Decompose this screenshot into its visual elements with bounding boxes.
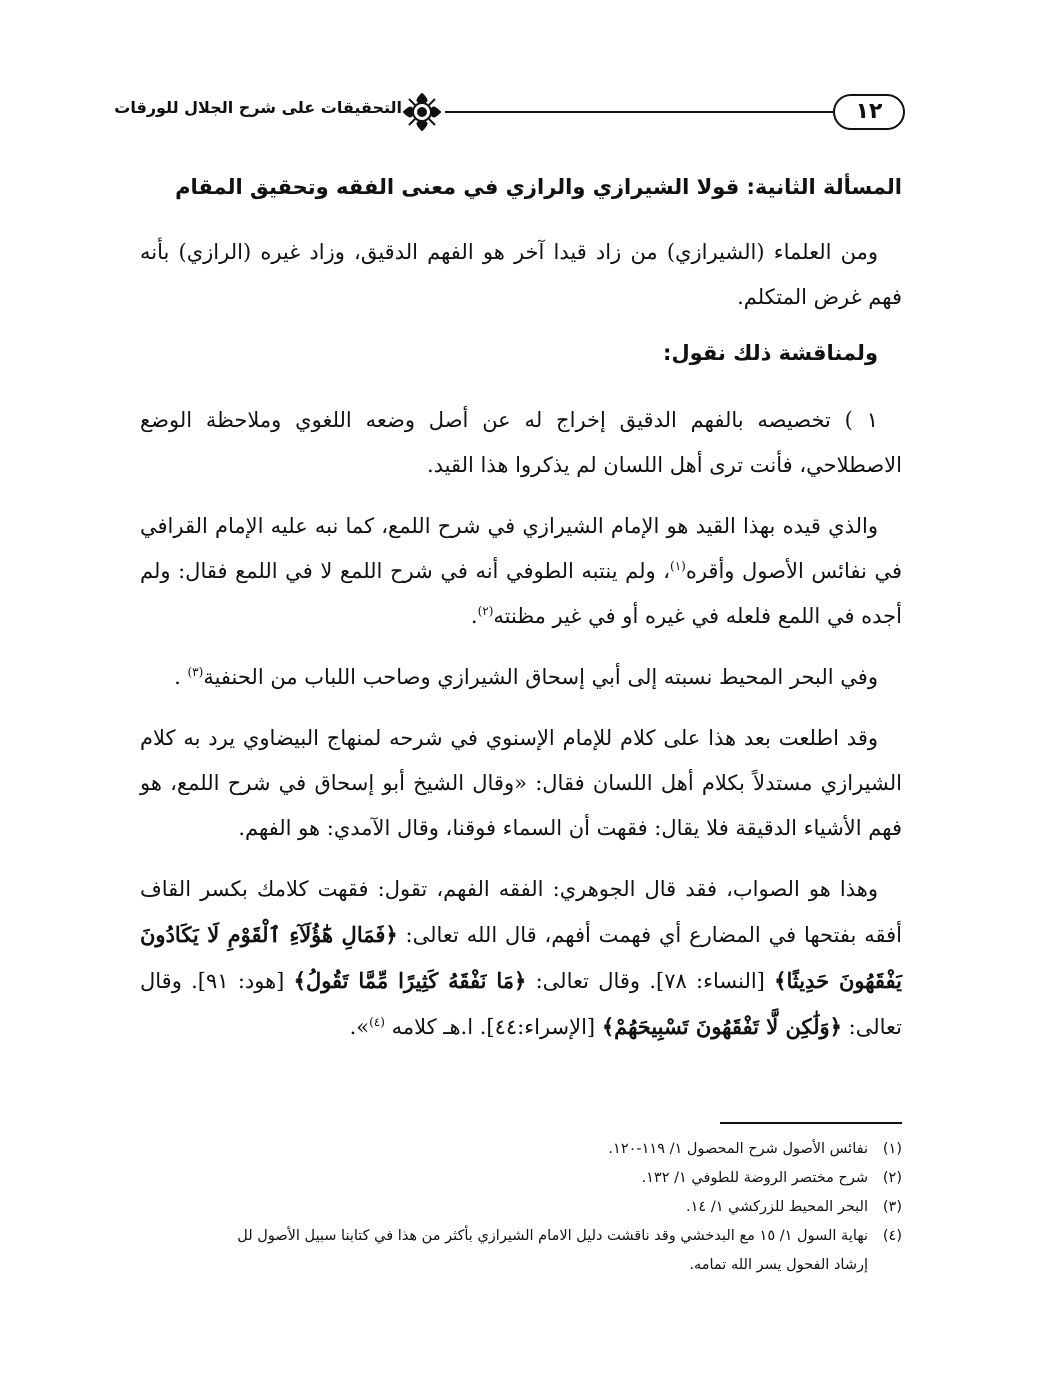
main-content: [140, 170, 902, 1066]
paragraph-6-text-a: وهذا هو الصواب، فقد قال الجوهري: الفقه الفهم، تقول: فقهت كلامك بكسر القاف أفقه بفتحها في المضارع أي فهمت أفهم، قال الله تعالى:: [140, 877, 902, 947]
footnote-number: (١): [882, 1141, 902, 1157]
page-header: [114, 80, 910, 144]
footnote-1: [140, 1135, 902, 1164]
paragraph-5: وقد اطلعت بعد هذا على كلام للإمام الإسنوي في شرحه لمنهاج البيضاوي يرد به كلام الشيرازي مستدلاً بكلام أهل اللسان فقال: «وقال الشيخ أبو إسحاق في شرح اللمع، هو فهم الأشياء الدقيقة فلا يقال: فقهت أن السماء فوقنا، وقال الآمدي: هو الفهم.: [140, 726, 902, 840]
paragraph-3-text-a: والذي قيده بهذا القيد هو الإمام الشيرازي في شرح اللمع، كما نبه عليه الإمام القرافي في نفائس الأصول وأقره: [140, 514, 902, 583]
header-rule: [445, 111, 835, 113]
paragraph-2: ١ ) تخصيصه بالفهم الدقيق إخراج له عن أصل وضعه اللغوي وملاحظة الوضع الاصطلاحي، فأنت ترى أهل اللسان لم يذكروا هذا القيد.: [140, 408, 902, 477]
footnote-text: نهاية السول ١/ ١٥ مع البدخشي وقد ناقشت دليل الامام الشيرازي بأكثر من هذا في كتابنا سبيل الأصول لل: [237, 1228, 868, 1244]
footnote-2: [140, 1164, 902, 1193]
paragraph-4: [140, 655, 902, 700]
verse-ref-1: [النساء: ٧٨]. وقال تعالى:: [526, 969, 775, 993]
ornament-icon: [398, 90, 446, 134]
footnote-ref-3[interactable]: (٣): [187, 665, 204, 679]
quran-verse-2: ﴿مَا نَفْقَهُ كَثِيرًا مِّمَّا تَقُولُ﴾: [293, 968, 527, 993]
footnote-4: [140, 1222, 902, 1280]
footnote-3: [140, 1193, 902, 1222]
footnote-text: البحر المحيط للزركشي ١/ ١٤.: [686, 1199, 868, 1215]
section-heading: المسألة الثانية: قولا الشيرازي والرازي في معنى الفقه وتحقيق المقام: [175, 175, 902, 199]
footnote-ref-1[interactable]: (١): [670, 559, 686, 573]
verse-ref-2: [هود: ٩١]. وقال تعالى:: [140, 969, 902, 1039]
running-title: التحقيقات على شرح الجلال للورقات: [114, 98, 402, 117]
paragraph-4-text-b: .: [174, 665, 188, 689]
paragraph-3-text-c: .: [470, 604, 478, 628]
paragraph-3: [140, 504, 902, 639]
paragraph-6-end: ».: [349, 1015, 370, 1039]
discussion-subheading: ولمناقشة ذلك نقول:: [663, 341, 878, 365]
paragraph-3-text-b: ، ولم ينتبه الطوفي أنه في شرح اللمع لا في اللمع فقال: ولم أجده في اللمع فلعله في غيره أو في غير مظنته: [140, 559, 902, 628]
paragraph-4-text-a: وفي البحر المحيط نسبته إلى أبي إسحاق الشيرازي وصاحب اللباب من الحنفية: [203, 665, 878, 689]
footnote-number: (٢): [882, 1170, 902, 1186]
footnote-separator: [720, 1122, 902, 1124]
footnote-ref-4[interactable]: (٤): [369, 1015, 385, 1029]
verse-ref-3: [الإسراء:٤٤]. ا.هـ كلامه: [384, 1015, 602, 1039]
paragraph-6: [140, 867, 902, 1050]
quran-verse-1: ﴿فَمَالِ هَٰٓؤُلَآءِ ٱلْقَوْمِ لَا يَكَادُونَ يَفْقَهُونَ حَدِيثًا﴾: [140, 922, 902, 993]
footnote-number: (٣): [882, 1199, 902, 1215]
quran-verse-3: ﴿وَلَٰكِن لَّا تَفْقَهُونَ تَسْبِيحَهُمْ﴾: [601, 1014, 842, 1039]
footnotes: [140, 1135, 902, 1280]
footnote-text: نفائس الأصول شرح المحصول ١/ ١١٩-١٢٠.: [608, 1141, 868, 1157]
footnote-number: (٤): [882, 1228, 902, 1244]
footnote-text: شرح مختصر الروضة للطوفي ١/ ١٣٢.: [641, 1170, 868, 1186]
paragraph-1: ومن العلماء (الشيرازي) من زاد قيدا آخر هو الفهم الدقيق، وزاد غيره (الرازي) بأنه فهم غرض المتكلم.: [140, 240, 902, 309]
footnote-text-continued: إرشاد الفحول يسر الله تمامه.: [689, 1257, 868, 1273]
page-number: ١٢: [833, 94, 905, 130]
footnote-ref-2[interactable]: (٢): [477, 604, 494, 618]
